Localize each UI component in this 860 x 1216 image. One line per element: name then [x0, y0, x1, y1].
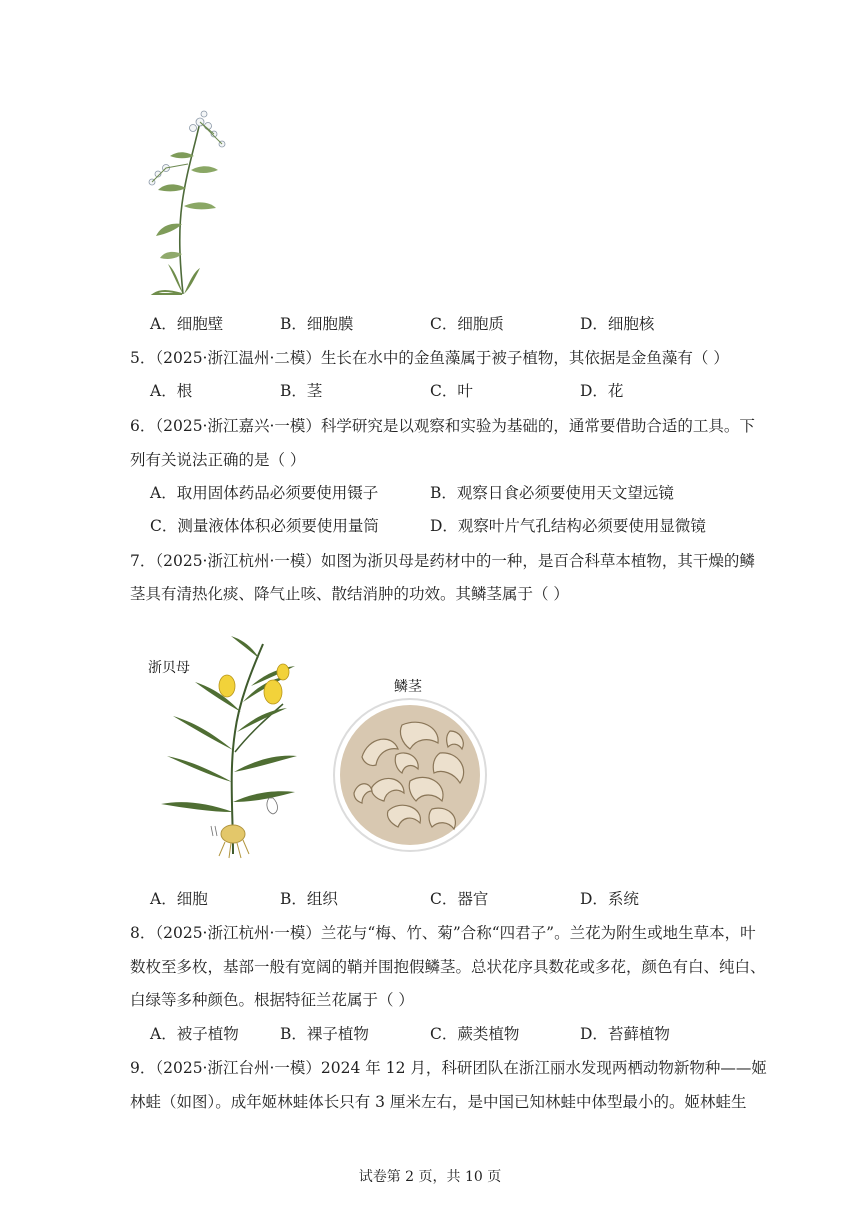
- q8-option-b: B．裸子植物: [280, 1025, 369, 1043]
- q5-option-d: D．花: [580, 382, 624, 400]
- question-9-text-line2: 林蛙（如图）。成年姬林蛙体长只有 3 厘米左右，是中国已知林蛙中体型最小的。姬林蛙生: [130, 1093, 747, 1111]
- q6-option-d: D．观察叶片气孔结构必须要使用显微镜: [430, 517, 706, 535]
- flowering-plant-illustration: [138, 104, 248, 299]
- question-8-text-line3: 白绿等多种颜色。根据特征兰花属于（ ）: [130, 991, 414, 1009]
- q7-option-c: C．器官: [430, 890, 489, 908]
- q4-option-b: B．细胞膜: [280, 315, 354, 333]
- q5-option-c: C．叶: [430, 382, 473, 400]
- q8-option-a: A．被子植物: [150, 1025, 239, 1043]
- question-6-text-line2: 列有关说法正确的是（ ）: [130, 451, 306, 469]
- q8-option-c: C．蕨类植物: [430, 1025, 520, 1043]
- q7-option-a: A．细胞: [150, 890, 208, 908]
- q7-option-d: D．系统: [580, 890, 639, 908]
- q8-option-d: D．苔藓植物: [580, 1025, 670, 1043]
- question-7-text-line1: 7．（2025·浙江杭州·一模）如图为浙贝母是药材中的一种，是百合科草本植物，其干燥的鳞: [130, 552, 755, 570]
- fritillaria-figure-label: 浙贝母: [148, 660, 190, 676]
- q4-option-c: C．细胞质: [430, 315, 504, 333]
- q5-option-b: B．茎: [280, 382, 323, 400]
- page-footer: 试卷第 2 页，共 10 页: [358, 1169, 502, 1185]
- q6-option-a: A．取用固体药品必须要使用镊子: [150, 484, 379, 502]
- q4-option-a: A．细胞壁: [150, 315, 224, 333]
- question-8-text-line2: 数枚至多枚，基部一般有宽阔的鞘并围抱假鳞茎。总状花序具数花或多花，颜色有白、纯白、: [130, 958, 766, 976]
- question-8-text-line1: 8．（2025·浙江杭州·一模）兰花与“梅、竹、菊”合称“四君子”。兰花为附生或地生草本，叶: [130, 924, 756, 942]
- question-7-text-line2: 茎具有清热化痰、降气止咳、散结消肿的功效。其鳞茎属于（ ）: [130, 585, 569, 603]
- bulb-figure-label: 鳞茎: [394, 679, 422, 695]
- fritillaria-plant-illustration: [155, 632, 305, 860]
- question-9-text-line1: 9．（2025·浙江台州·一模）2024 年 12 月，科研团队在浙江丽水发现两栖动物新物种——姬: [130, 1059, 767, 1077]
- q6-option-b: B．观察日食必须要使用天文望远镜: [430, 484, 674, 502]
- q6-option-c: C．测量液体体积必须要使用量筒: [150, 517, 379, 535]
- dried-bulb-slices-bowl: [332, 697, 488, 853]
- q5-option-a: A．根: [150, 382, 193, 400]
- question-6-text-line1: 6．（2025·浙江嘉兴·一模）科学研究是以观察和实验为基础的，通常要借助合适的工具。下: [130, 417, 755, 435]
- q7-option-b: B．组织: [280, 890, 338, 908]
- q4-option-d: D．细胞核: [580, 315, 655, 333]
- question-5-text: 5．（2025·浙江温州·二模）生长在水中的金鱼藻属于被子植物，其依据是金鱼藻有（ ）: [130, 349, 729, 367]
